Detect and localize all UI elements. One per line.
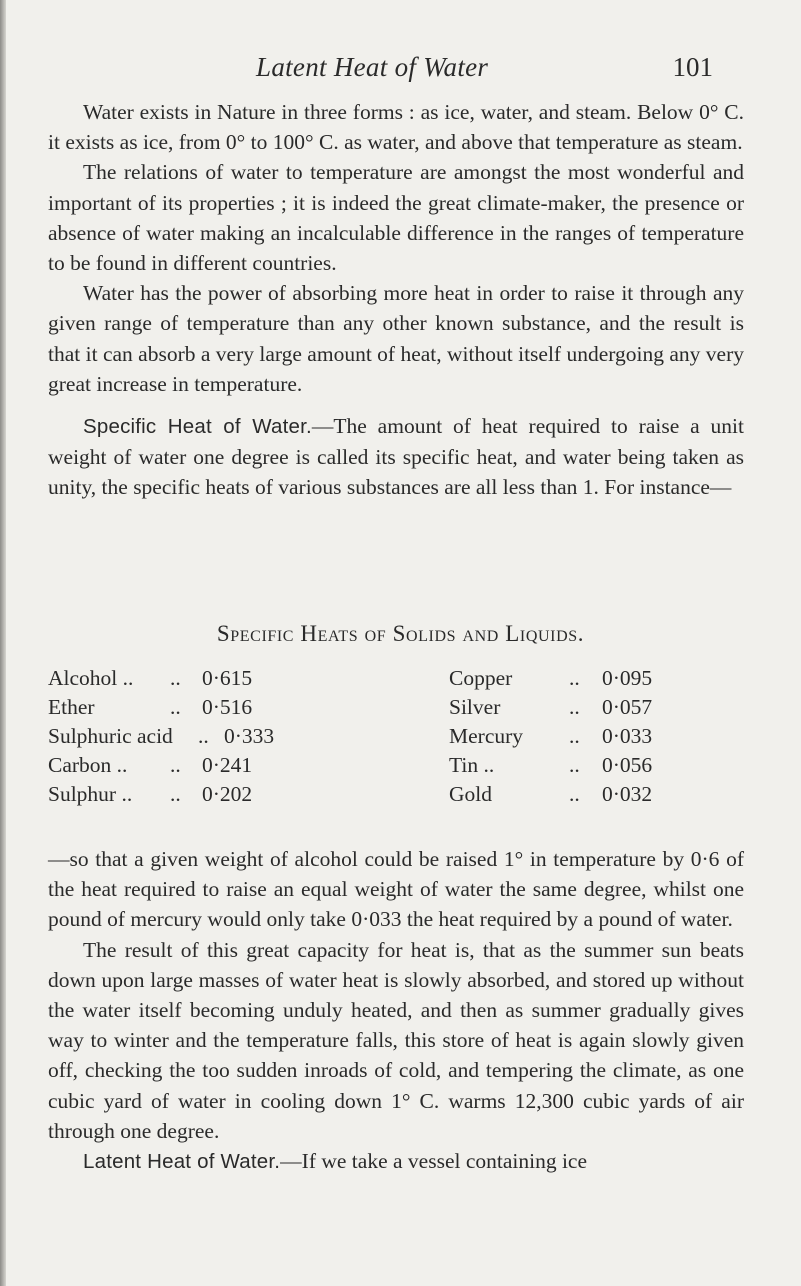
- leader-dots: ..: [569, 753, 580, 777]
- running-title: Latent Heat of Water: [256, 52, 489, 82]
- leader-dots: ..: [569, 695, 580, 719]
- leader-dots: ..: [569, 724, 580, 748]
- substance-name: Alcohol ..: [48, 666, 134, 690]
- section-heading: Latent Heat of Water.: [83, 1150, 281, 1174]
- specific-heat-value: 0·056: [602, 753, 653, 777]
- leader-dots: ..: [170, 782, 181, 806]
- specific-heat-section: [48, 411, 744, 503]
- leader-dots: ..: [198, 724, 209, 748]
- paragraph: —so that a given weight of alcohol could be raised 1° in temperature by 0·6 of the heat required to raise an equal weight of water the same degree, whilst one pound of mercury would only take 0·033 the heat required by a pound of water.: [48, 847, 744, 932]
- table-row: [48, 695, 744, 724]
- specific-heats-table: [48, 666, 744, 811]
- paragraph: Water exists in Nature in three forms : as ice, water, and steam. Below 0° C. it exists as ice, from 0° to 100° C. as water, and above that temperature as steam.: [48, 100, 744, 155]
- substance-name: Sulphuric acid: [48, 724, 173, 748]
- substance-name: Silver: [449, 695, 501, 719]
- specific-heat-value: 0·033: [602, 724, 653, 748]
- page-header: [0, 46, 801, 86]
- specific-heat-value: 0·333: [224, 724, 275, 748]
- intro-text-block: [48, 97, 744, 399]
- leader-dots: ..: [170, 666, 181, 690]
- specific-heat-value: 0·202: [202, 782, 253, 806]
- table-row: [48, 724, 744, 753]
- specific-heat-value: 0·516: [202, 695, 253, 719]
- substance-name: Tin ..: [449, 753, 495, 777]
- paragraph: Water has the power of absorbing more heat in order to raise it through any given range of temperature than any other known substance, and the result is that it can absorb a very large amount of heat, without itself undergoing any very great increase in temperature.: [48, 281, 744, 396]
- section-text: —If we take a vessel containing ice: [280, 1149, 588, 1174]
- substance-name: Ether: [48, 695, 95, 719]
- substance-name: Copper: [449, 666, 513, 690]
- table-title: Specific Heats of Solids and Liquids.: [216, 621, 585, 646]
- specific-heat-value: 0·241: [202, 753, 253, 777]
- specific-heat-value: 0·032: [602, 782, 653, 806]
- paragraph: The relations of water to temperature are amongst the most wonderful and important of its properties ; it is indeed the great climate-maker, the presence or absence of water making an incalculable difference in the ranges of temperature to be found in different countries.: [48, 160, 744, 276]
- substance-name: Mercury: [449, 724, 524, 748]
- paragraph: The result of this great capacity for heat is, that as the summer sun beats down upon large masses of water heat is slowly absorbed, and stored up without the water itself becoming unduly heated, and then as summer gradually gives way to winter and the temperature falls, this store of heat is again slowly given off, checking the too sudden inroads of cold, and tempering the climate, as one cubic yard of water in cooling down 1° C. warms 12,300 cubic yards of air through one degree.: [48, 937, 744, 1143]
- specific-heat-value: 0·057: [602, 695, 653, 719]
- table-row: [48, 782, 744, 811]
- substance-name: Carbon ..: [48, 753, 128, 777]
- substance-name: Sulphur ..: [48, 782, 133, 806]
- page-number: 101: [672, 52, 713, 82]
- paragraph: [48, 1146, 744, 1177]
- conclusion-text-block: [48, 844, 744, 1177]
- substance-name: Gold: [449, 782, 492, 806]
- leader-dots: ..: [569, 782, 580, 806]
- section-text: —The amount of heat required to raise a unit weight of water one degree is called its specific heat, and water being taken as unity, the specific heats of various substances are all less than 1. For instance—: [48, 414, 745, 500]
- table-row: [48, 753, 744, 782]
- specific-heat-value: 0·615: [202, 666, 253, 690]
- paragraph: [48, 411, 744, 503]
- specific-heat-value: 0·095: [602, 666, 653, 690]
- table-row: [48, 666, 744, 695]
- leader-dots: ..: [170, 753, 181, 777]
- leader-dots: ..: [569, 666, 580, 690]
- leader-dots: ..: [170, 695, 181, 719]
- section-heading: Specific Heat of Water.: [83, 415, 312, 438]
